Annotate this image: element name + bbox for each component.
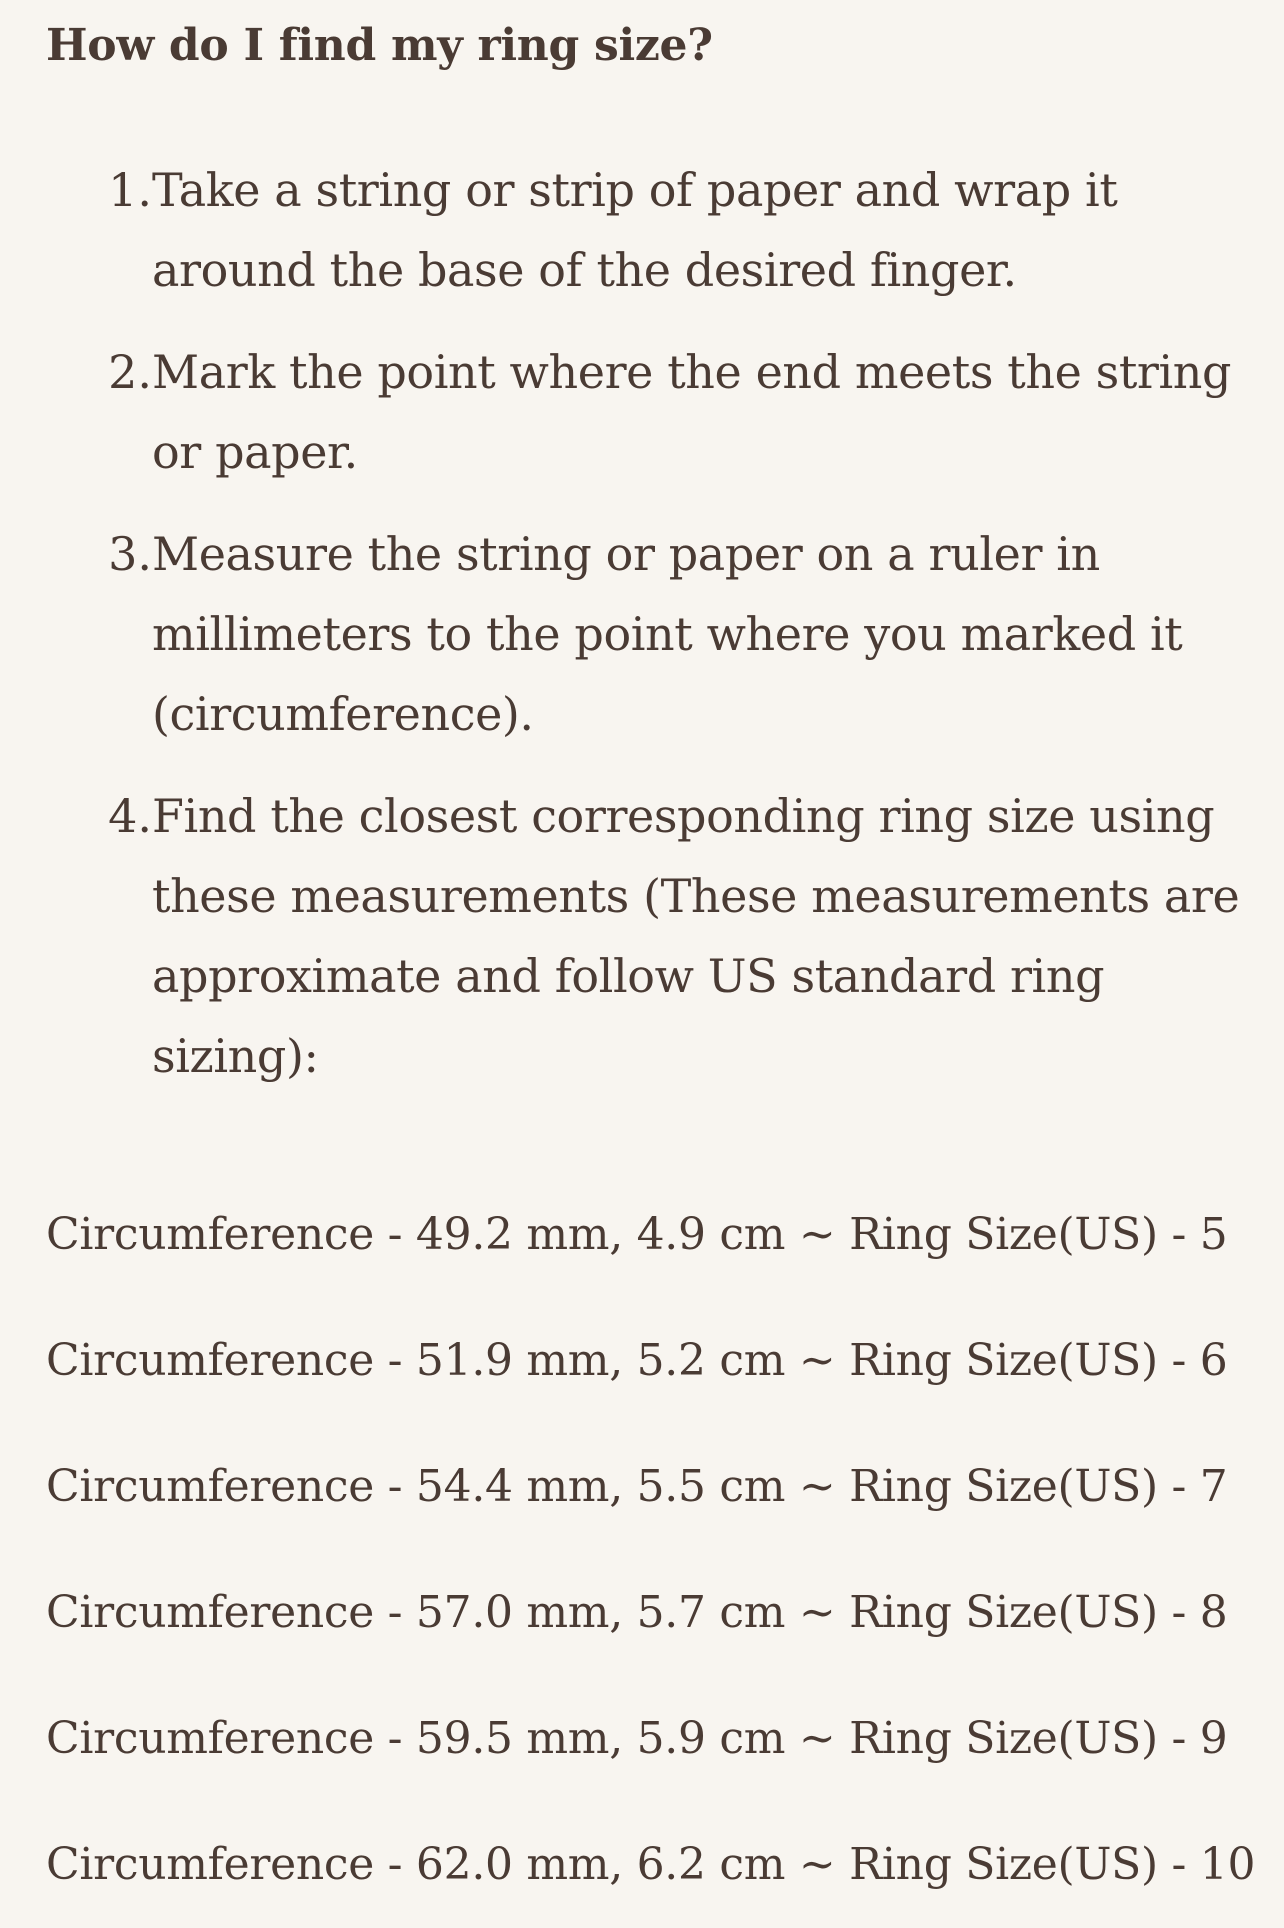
size-row-5: Circumference - 49.2 mm, 4.9 cm ~ Ring Size(US) - 5 xyxy=(46,1209,1228,1260)
size-row-10: Circumference - 62.0 mm, 6.2 cm ~ Ring Size(US) - 10 xyxy=(46,1839,1256,1890)
instruction-step-4 xyxy=(46,776,1240,1096)
size-row-6: Circumference - 51.9 mm, 5.2 cm ~ Ring Size(US) - 6 xyxy=(46,1335,1228,1386)
instructions-list xyxy=(46,150,1240,1096)
step-text: Take a string or strip of paper and wrap it around the base of the desired finger. xyxy=(152,163,1118,297)
size-row-8: Circumference - 57.0 mm, 5.7 cm ~ Ring Size(US) - 8 xyxy=(46,1587,1228,1638)
instruction-step-3 xyxy=(46,514,1240,754)
size-row-7: Circumference - 54.4 mm, 5.5 cm ~ Ring Size(US) - 7 xyxy=(46,1461,1228,1512)
step-number: 3. xyxy=(108,527,152,581)
instruction-step-2 xyxy=(46,332,1240,492)
step-text: Find the closest corresponding ring size using these measurements (These measurements are approximate and follow US standard ring sizing): xyxy=(152,789,1240,1083)
step-number: 1. xyxy=(108,163,152,217)
step-text: Mark the point where the end meets the string or paper. xyxy=(152,345,1232,479)
step-number: 2. xyxy=(108,345,152,399)
ring-size-chart xyxy=(46,1172,1256,1928)
page-title: How do I find my ring size? xyxy=(46,20,713,71)
instruction-step-1 xyxy=(46,150,1240,310)
step-text: Measure the string or paper on a ruler in millimeters to the point where you marked it (circumference). xyxy=(152,527,1183,741)
step-number: 4. xyxy=(108,789,152,843)
size-row-9: Circumference - 59.5 mm, 5.9 cm ~ Ring Size(US) - 9 xyxy=(46,1713,1228,1764)
